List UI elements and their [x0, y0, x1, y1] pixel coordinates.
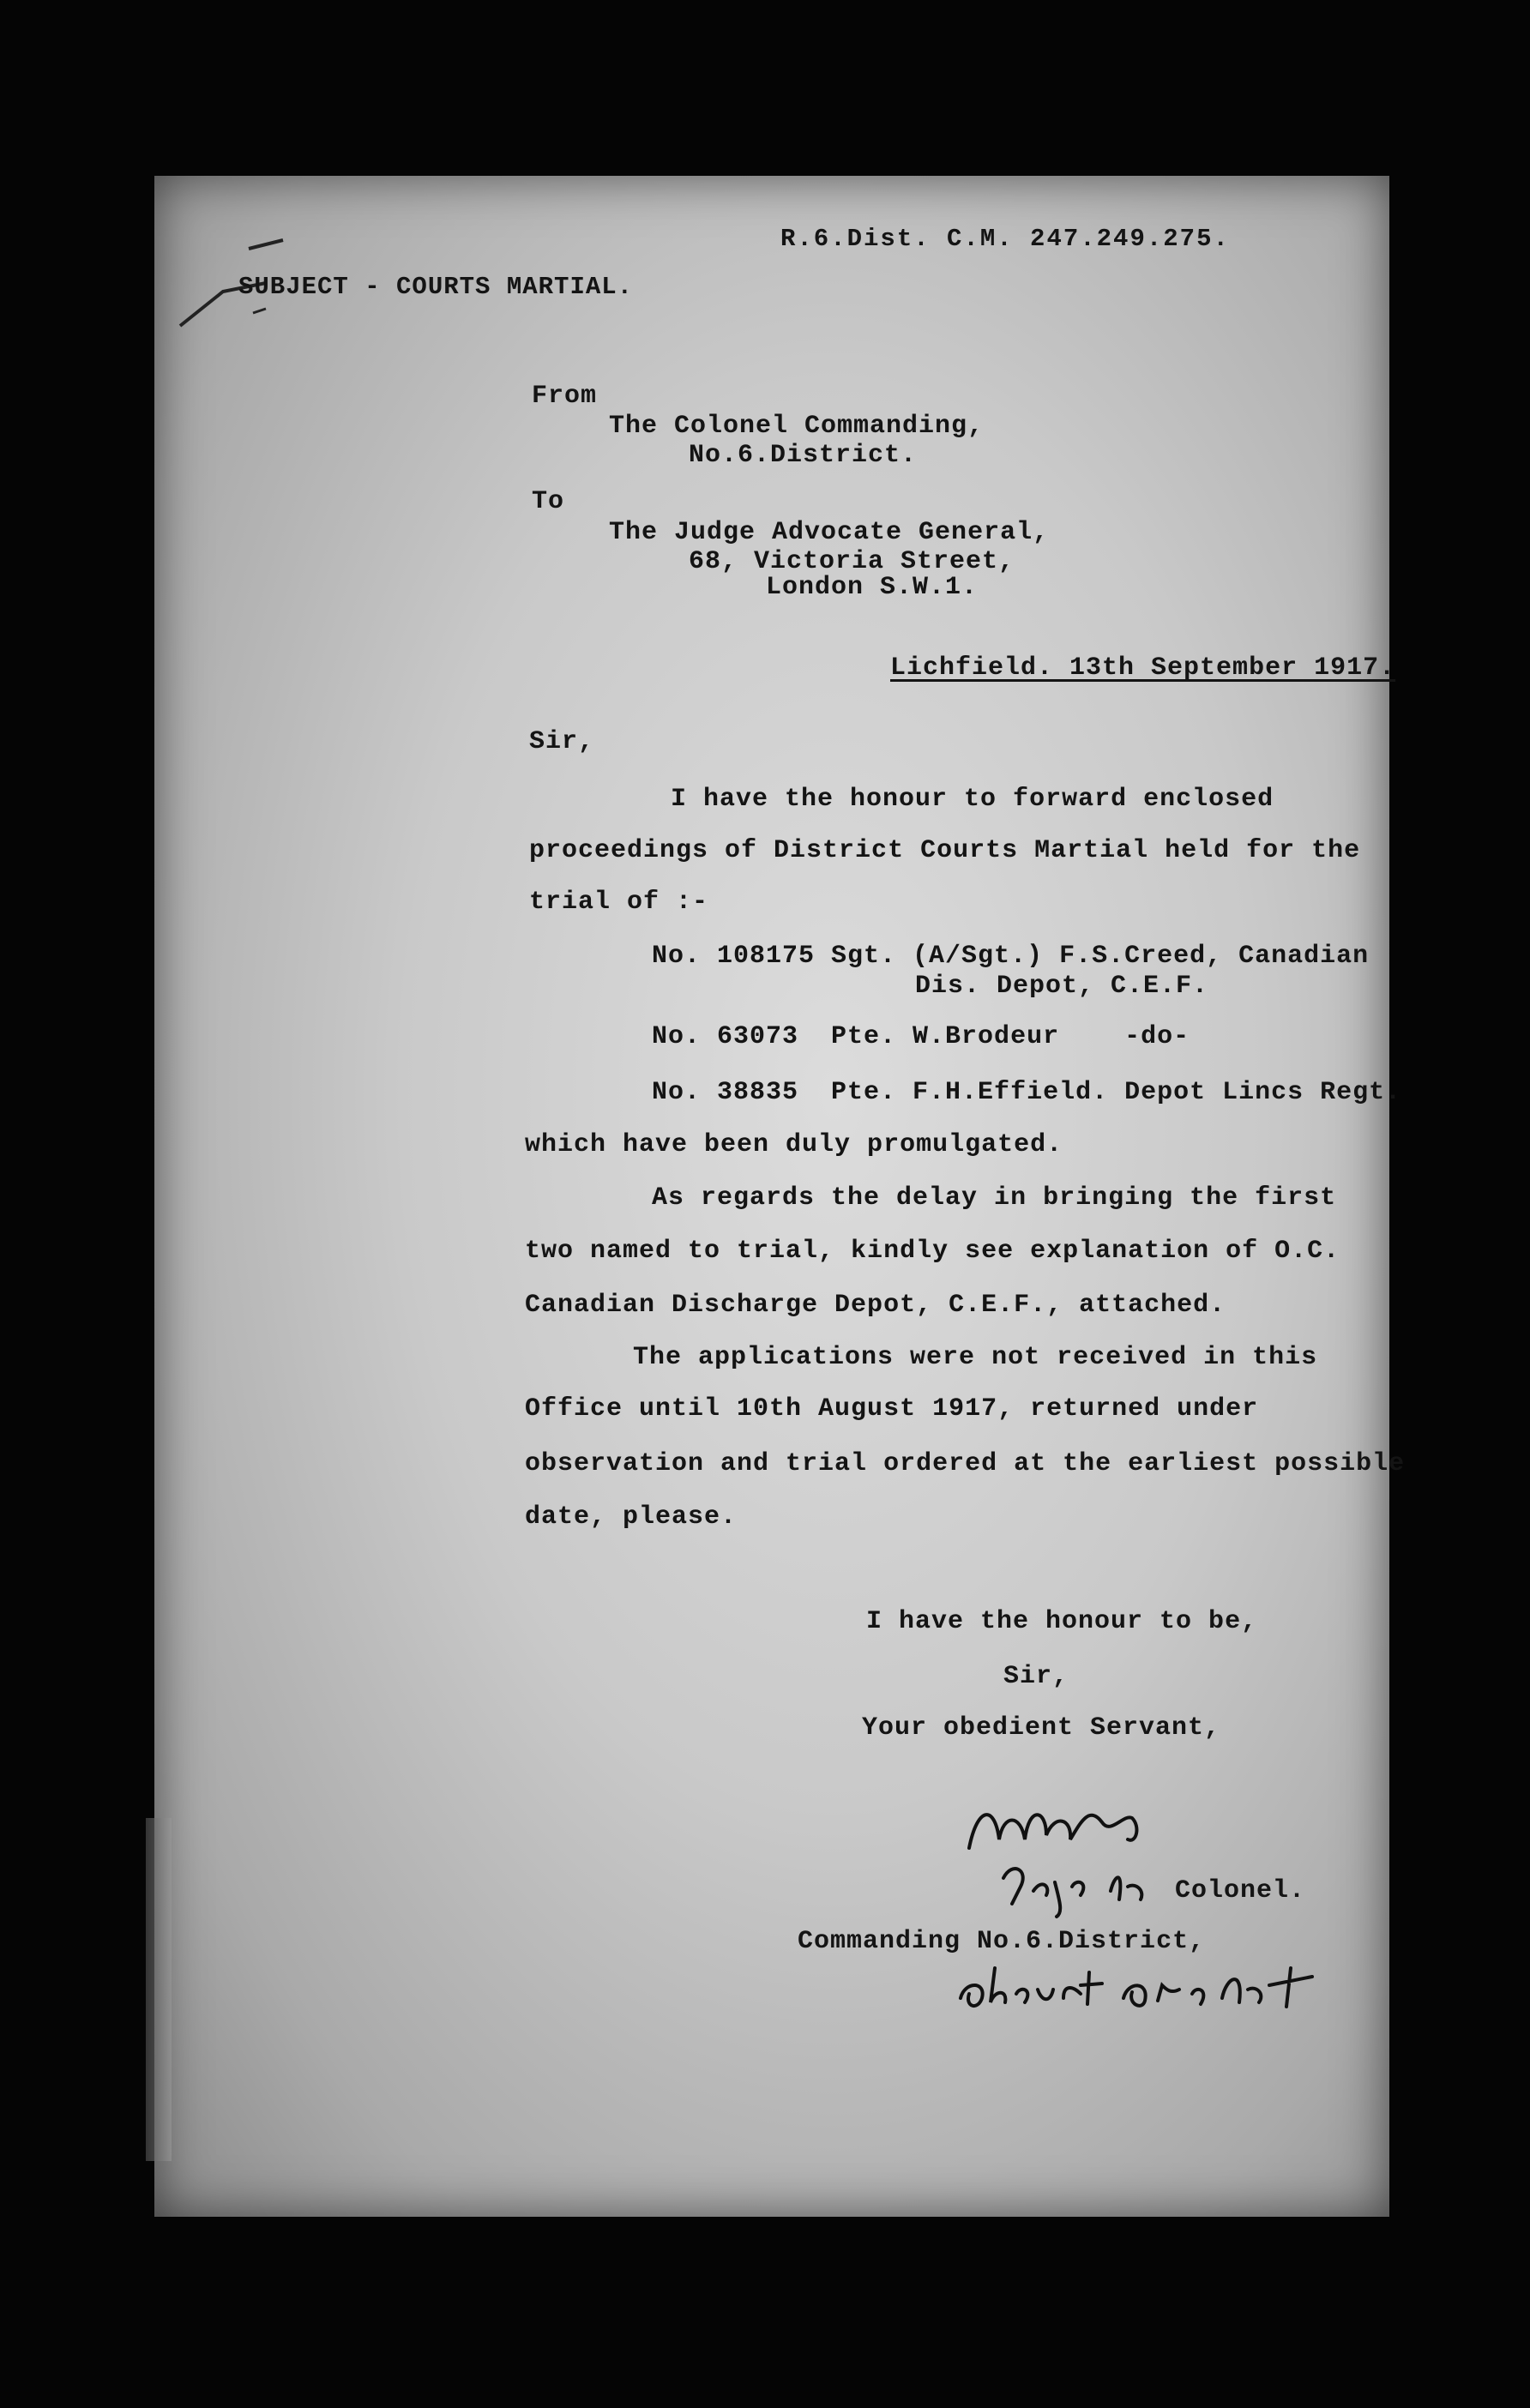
paragraph-2-line-2: two named to trial, kindly see explanation of O.C.: [525, 1237, 1340, 1266]
entry-1-line-2: Dis. Depot, C.E.F.: [915, 972, 1209, 1001]
torn-paper-edge: [146, 1818, 172, 2161]
reference-number: R.6.Dist. C.M. 247.249.275.: [780, 225, 1230, 253]
paragraph-1-line-2: proceedings of District Courts Martial held for the: [529, 836, 1361, 865]
salutation: Sir,: [529, 727, 595, 756]
paragraph-3-line-2: Office until 10th August 1917, returned under: [525, 1394, 1259, 1424]
handwritten-note: [952, 1951, 1321, 2020]
entry-2: No. 63073 Pte. W.Brodeur -do-: [652, 1022, 1190, 1051]
to-line-2: 68, Victoria Street,: [689, 547, 1015, 576]
paragraph-1-line-1: I have the honour to forward enclosed: [671, 785, 1274, 814]
paragraph-2-line-1: As regards the delay in bringing the first: [652, 1183, 1337, 1213]
to-line-1: The Judge Advocate General,: [609, 518, 1050, 547]
paragraph-2-line-3: Canadian Discharge Depot, C.E.F., attached.: [525, 1291, 1226, 1320]
paragraph-1-line-3: trial of :-: [529, 888, 709, 917]
from-line-2: No.6.District.: [689, 441, 918, 470]
paragraph-3-line-1: The applications were not received in this: [633, 1343, 1318, 1372]
letter-date: Lichfield. 13th September 1917.: [890, 653, 1396, 683]
subject-line: SUBJECT - COURTS MARTIAL.: [238, 273, 634, 301]
entry-1-line-1: No. 108175 Sgt. (A/Sgt.) F.S.Creed, Canadian: [652, 942, 1370, 971]
paragraph-3-line-4: date, please.: [525, 1502, 738, 1532]
to-label: To: [532, 487, 565, 516]
closing-line-2: Sir,: [1003, 1662, 1069, 1691]
closing-line-3: Your obedient Servant,: [862, 1713, 1221, 1743]
closing-line-1: I have the honour to be,: [866, 1607, 1258, 1636]
promulgated-line: which have been duly promulgated.: [525, 1130, 1063, 1159]
commanding-line: Commanding No.6.District,: [798, 1927, 1206, 1956]
entry-3: No. 38835 Pte. F.H.Effield. Depot Lincs Regt.: [652, 1078, 1402, 1107]
typed-rank: Colonel.: [1175, 1876, 1306, 1905]
to-line-3: London S.W.1.: [766, 573, 979, 602]
from-line-1: The Colonel Commanding,: [609, 412, 985, 441]
from-label: From: [532, 382, 598, 411]
handwritten-rank: [995, 1852, 1166, 1921]
paragraph-3-line-3: observation and trial ordered at the earliest possible: [525, 1449, 1406, 1478]
